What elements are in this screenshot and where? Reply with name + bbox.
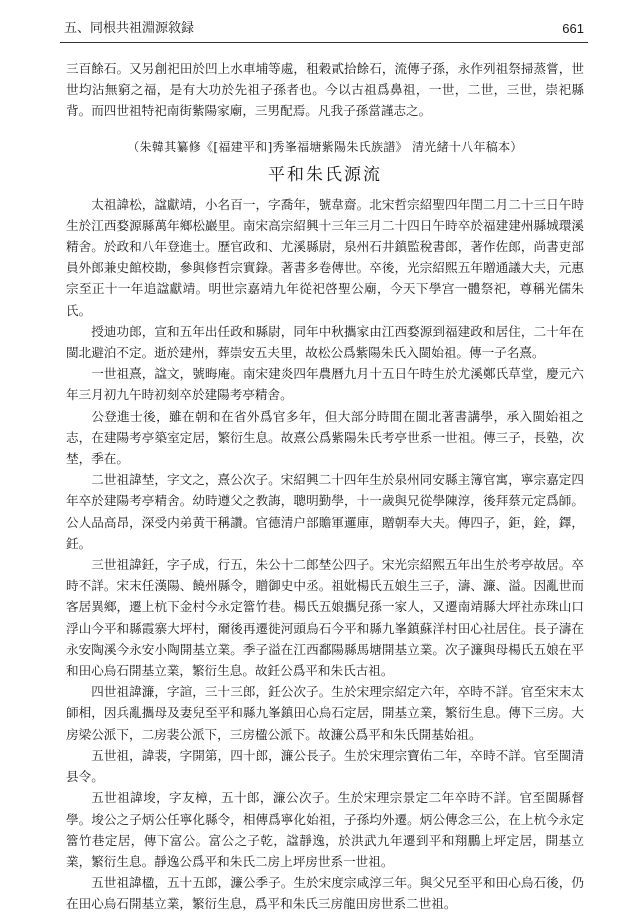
header-rule (60, 42, 588, 43)
paragraph: 五世祖，諱裴，字開第，四十郎，濂公長子。生於宋理宗寶佑二年，卒時不詳。官至閩清县令。 (66, 747, 584, 785)
paragraph: 授迪功郎，宣和五年出任政和縣尉，同年中秋攜家由江西婺源到福建政和居住，二十年在閩北避泊不定。逝於建州，葬崇安五夫里，故松公爲紫陽朱氏入閩始祖。傳一子名熹。 (66, 323, 584, 361)
intro-paragraph: 三百餘石。又另創祀田於凹上水車埔等處，租穀貳拾餘石，流傳子孫，永作列祖祭掃蒸嘗，世世均沾無窮之福，是有大功於先祖子孫者也。今以古祖爲鼻祖，一世，二世，三世，崇祀縣背。而四世祖特祀南街紫陽家廟，三男配焉。凡我子孫當謹志之。 (66, 61, 584, 119)
paragraph: 二世祖諱埜，字文之，熹公次子。宋紹興二十四年生於泉州同安縣主簿官寓，寧宗嘉定四年卒於建陽考亭精舍。幼時遵父之教誨，聰明勤學，十一歲與兄從學陳淳，後拜蔡元定爲師。公人品高昂，深受内弟黄干稱讚。官德清户部贍軍邏庫，贈朝奉大夫。傳四子，鉅，銓，鐸，鈓。 (66, 472, 584, 551)
running-header-title: 五、同根共祖淵源敘録 (64, 21, 195, 36)
paragraph: 一世祖熹，諡文，號晦庵。南宋建炎四年農曆九月十五日午時生於尤溪鄭氏草堂，慶元六年三月初九午時初刻卒於建陽考亭精舍。 (66, 366, 584, 403)
paragraph: 三世祖諱鈓，字子成，行五，朱公十二郎埜公四子。宋光宗紹熙五年出生於考亭故居。卒時不詳。宋末任漢陽、饒州縣令，贈御史中丞。祖妣楊氏五娘生三子，濤、濂、溢。因亂世而客居異鄉，遷上杭下金村今永定簹竹巷。楊氏五娘攜兒孫一家人，又遷南靖縣大坪社赤珠山口浮山今平和縣霞寨大坪村，爾後再遷徙河頭烏石今平和縣九峯鎮蘇洋村田心社居住。長子濤在永安陶溪今永安小陶開基立業。季子溢在江西鄱陽縣馬塘開基立業。次子濂與母楊氏五娘在平和田心烏石開基立業，繁衍生息。故鈓公爲平和朱氏古祖。 (66, 557, 584, 679)
paragraph: 太祖諱松，諡獻靖，小名百一，字喬年，號韋齋。北宋哲宗紹聖四年閏二月二十三日午時生於江西婺源縣萬年鄉松巖里。南宋高宗紹興十三年三月二十四日午時卒於福建建州縣城環溪精舍。於政和八年登進士。歷官政和、尤溪縣尉，泉州石井鎮監稅書郎，著作佐郎，尚書吏部員外郎兼史館校勘，參與修哲宗實錄。著書多卷傳世。卒後，光宗紹熙五年贈通議大夫，元惠宗至正十一年追諡獻靖。明世宗嘉靖九年從祀啓聖公廟，今天下學宫一體祭祀，尊稱光儒朱氏。 (66, 196, 584, 318)
page-body (66, 58, 584, 915)
paragraph: 四世祖諱濂，字諠，三十三郎，鈓公次子。生於宋理宗紹定六年，卒時不詳。官至宋末太師相，因兵亂攜母及妻兒至平和縣九峯鎮田心烏石定居，開基立業，繁衍生息。傳下三房。大房梁公派下，二房裴公派下，三房楹公派下。故濂公爲平和朱氏開基始祖。 (66, 684, 584, 742)
paragraph: 五世祖諱楹，五十五郎，濂公季子。生於宋度宗咸淳三年。與父兄至平和田心烏石後，仍在田心烏石開基立業，繁衍生息，爲平和朱氏三房龍田房世系二世祖。 (66, 875, 584, 912)
paragraph: 公登進士後，雖在朝和在省外爲官多年，但大部分時間在閩北著書講學，承入閩始祖之志，在建陽考亭築室定居，繁衍生息。故熹公爲紫陽朱氏考亭世系一世祖。傳三子，長塾，次埜，季在。 (66, 408, 584, 467)
paragraph: 五世祖諱埈，字友樟，五十郎，濂公次子。生於宋理宗景定二年卒時不詳。官至閩縣督學。埈公之子炳公任寧化縣令，相傳爲寧化始祖，子孫均外遷。炳公傳念三公，在上杭今永定簹竹巷定居，傳下富公。富公之子乾，諡靜逸，於洪武九年遷到平和翔鵬上坪定居，開基立業，繁衍生息。靜逸公爲平和朱氏二房上坪房世系一世祖。 (66, 790, 584, 869)
source-citation: （朱韓其纂修《[福建平和]秀峯福塘紫陽朱氏族譜》 清光緒十八年稿本） (127, 139, 523, 154)
section-title: 平和朱氏源流 (268, 164, 382, 185)
page-number: 661 (562, 21, 584, 36)
running-header (64, 20, 584, 38)
